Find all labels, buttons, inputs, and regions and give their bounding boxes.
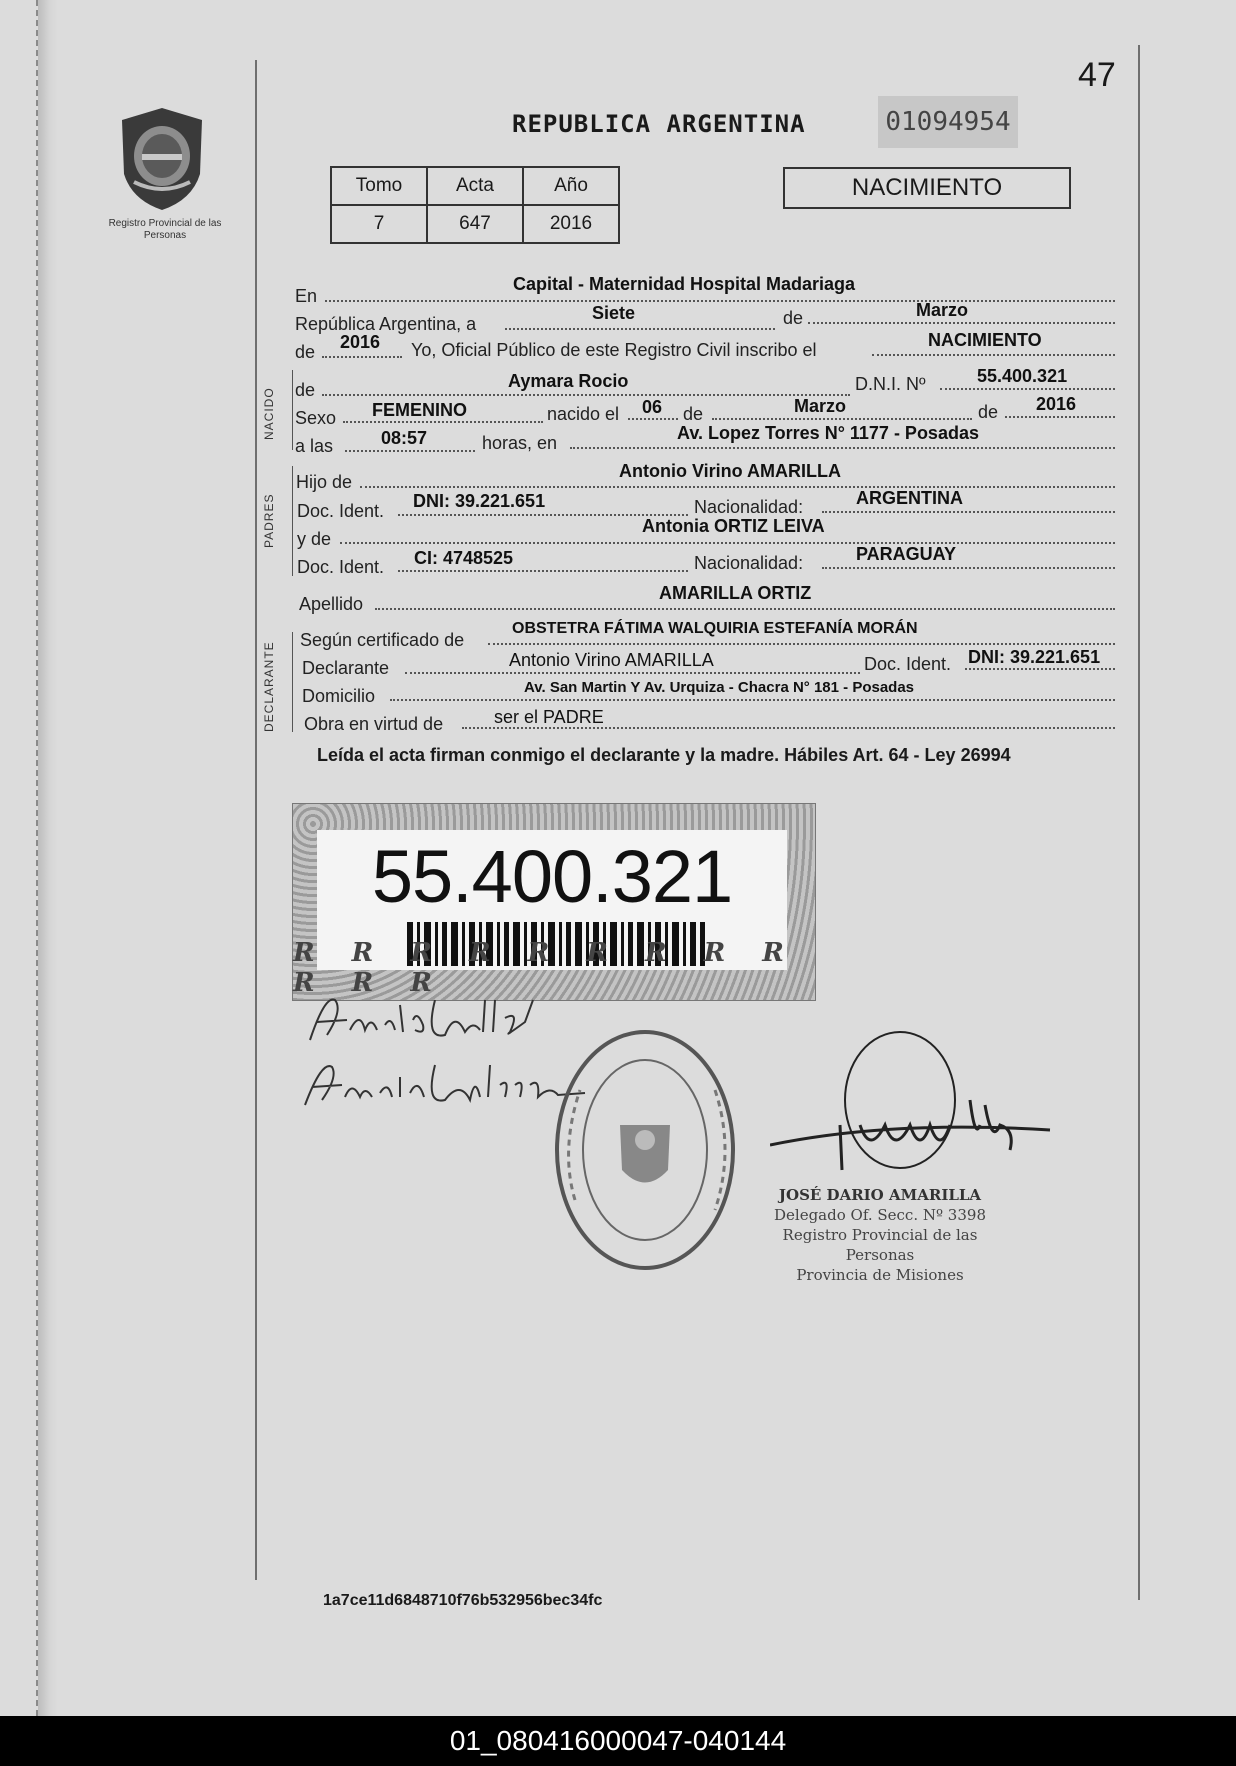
declarante-label: Declarante	[302, 658, 390, 678]
mother-doc-value: CI: 4748525	[414, 548, 514, 568]
logo-caption: Registro Provincial de las Personas	[108, 218, 222, 241]
dotted-line	[808, 322, 1115, 324]
birth-month-value: Marzo	[794, 396, 847, 416]
certificate-value: OBSTETRA FÁTIMA WALQUIRIA ESTEFANÍA MORÁN	[512, 620, 918, 637]
dotted-line	[398, 570, 688, 572]
declarant-name-value: Antonio Virino AMARILLA	[509, 650, 714, 670]
nacionalidad-label: Nacionalidad:	[694, 553, 804, 573]
dotted-line	[322, 356, 402, 358]
sexo-label: Sexo	[295, 408, 337, 428]
de-label: de	[783, 308, 804, 328]
section-label-declarante: DECLARANTE	[262, 641, 276, 732]
country-heading: REPUBLICA ARGENTINA	[512, 110, 806, 138]
apellido-label: Apellido	[299, 594, 364, 614]
dotted-line	[965, 668, 1115, 670]
official-seal	[550, 1020, 770, 1280]
nacido-el-label: nacido el	[547, 404, 620, 424]
birth-address-value: Av. Lopez Torres N° 1177 - Posadas	[677, 423, 979, 443]
sticker-pattern: R R R R R R R R R R R R	[293, 938, 798, 998]
mother-name-value: Antonia ORTIZ LEIVA	[642, 516, 825, 536]
dotted-line	[343, 421, 543, 423]
dotted-line	[375, 608, 1115, 610]
id-sticker	[292, 803, 816, 1001]
section-label-nacido: NACIDO	[262, 387, 276, 440]
document-hash: 1a7ce11d6848710f76b532956bec34fc	[323, 1592, 603, 1609]
dotted-line	[628, 418, 678, 420]
mother-signature	[300, 1055, 590, 1115]
declarant-doc-value: DNI: 39.221.651	[968, 647, 1101, 667]
birth-day-value: 06	[642, 397, 663, 417]
dni-label: D.N.I. Nº	[855, 374, 926, 394]
obra-value: ser el PADRE	[494, 707, 604, 727]
official-organization: Registro Provincial de las Personas	[782, 1226, 978, 1264]
value-tomo: 7	[331, 205, 427, 243]
domicilio-label: Domicilio	[302, 686, 376, 706]
certificado-label: Según certificado de	[300, 630, 465, 650]
child-name-value: Aymara Rocio	[508, 371, 629, 391]
a-las-label: a las	[295, 436, 334, 456]
dotted-line	[872, 354, 1115, 356]
dotted-line	[345, 450, 475, 452]
official-signature	[770, 1030, 1070, 1190]
section-divider	[292, 632, 293, 732]
obra-label: Obra en virtud de	[304, 714, 444, 734]
doc-label: Doc. Ident.	[864, 654, 952, 674]
dotted-line	[488, 643, 1115, 645]
father-signature	[305, 990, 545, 1050]
act-kind-box: NACIMIENTO	[783, 167, 1071, 209]
nacionalidad-label: Nacionalidad:	[694, 497, 804, 517]
header-acta: Acta	[427, 167, 523, 205]
child-dni-value: 55.400.321	[977, 366, 1068, 386]
value-acta: 647	[427, 205, 523, 243]
dotted-line	[822, 567, 1115, 569]
dotted-line	[940, 388, 1115, 390]
republica-label: República Argentina, a	[295, 314, 477, 334]
closing-statement: Leída el acta firman conmigo el declarante y la madre. Hábiles Art. 64 - Ley 26994	[317, 745, 1011, 765]
de-label: de	[295, 342, 316, 362]
yo-label: Yo, Oficial Público de este Registro Civil inscribo el	[411, 340, 817, 360]
de-label: de	[295, 380, 316, 400]
coat-of-arms-logo	[112, 104, 212, 214]
sexo-value: FEMENINO	[372, 400, 468, 420]
mother-nationality-value: PARAGUAY	[856, 544, 957, 564]
father-nationality-value: ARGENTINA	[856, 488, 963, 508]
left-margin-rule	[255, 60, 257, 1580]
birth-year-value: 2016	[1036, 394, 1077, 414]
dotted-line	[505, 328, 775, 330]
header-ano: Año	[523, 167, 619, 205]
surname-value: AMARILLA ORTIZ	[659, 583, 812, 603]
place-value: Capital - Maternidad Hospital Madariaga	[513, 274, 856, 294]
official-province: Provincia de Misiones	[796, 1266, 964, 1284]
official-name: JOSÉ DARIO AMARILLA	[778, 1186, 982, 1204]
dotted-line	[322, 394, 850, 396]
official-stamp-text	[760, 1185, 1000, 1285]
dotted-line	[570, 447, 1115, 449]
en-label: En	[295, 286, 318, 306]
footer-file-id: 01_080416000047-040144	[0, 1716, 1236, 1766]
domicilio-value: Av. San Martin Y Av. Urquiza - Chacra N° 181 - Posadas	[524, 679, 915, 696]
doc-label: Doc. Ident.	[297, 557, 385, 577]
dotted-line	[325, 300, 1115, 302]
year-value: 2016	[340, 332, 381, 352]
day-word-value: Siete	[592, 303, 636, 323]
month-value: Marzo	[916, 300, 969, 320]
act-type-value: NACIMIENTO	[928, 330, 1042, 350]
official-role: Delegado Of. Secc. Nº 3398	[774, 1206, 986, 1224]
father-name-value: Antonio Virino AMARILLA	[619, 461, 841, 481]
record-table	[330, 166, 620, 244]
doc-label: Doc. Ident.	[297, 501, 385, 521]
serial-number: 01094954	[878, 96, 1018, 148]
y-de-label: y de	[297, 529, 332, 549]
dotted-line	[340, 542, 1115, 544]
page-fold-edge	[36, 0, 58, 1716]
dotted-line	[712, 418, 972, 420]
dotted-line	[1005, 416, 1115, 418]
dotted-line	[390, 699, 1115, 701]
horas-label: horas, en	[482, 433, 558, 453]
section-divider	[292, 370, 293, 450]
dotted-line	[360, 486, 1115, 488]
dotted-line	[822, 511, 1115, 513]
time-value: 08:57	[381, 428, 428, 448]
dotted-line	[405, 672, 860, 674]
sticker-number: 55.400.321	[371, 835, 733, 918]
de-label: de	[978, 402, 999, 422]
right-margin-rule	[1138, 45, 1140, 1600]
value-ano: 2016	[523, 205, 619, 243]
de-label: de	[683, 404, 704, 424]
hijo-label: Hijo de	[296, 472, 353, 492]
section-label-padres: PADRES	[262, 493, 276, 548]
header-tomo: Tomo	[331, 167, 427, 205]
father-doc-value: DNI: 39.221.651	[413, 491, 546, 511]
section-divider	[292, 466, 293, 576]
page-number: 47	[1078, 56, 1116, 94]
